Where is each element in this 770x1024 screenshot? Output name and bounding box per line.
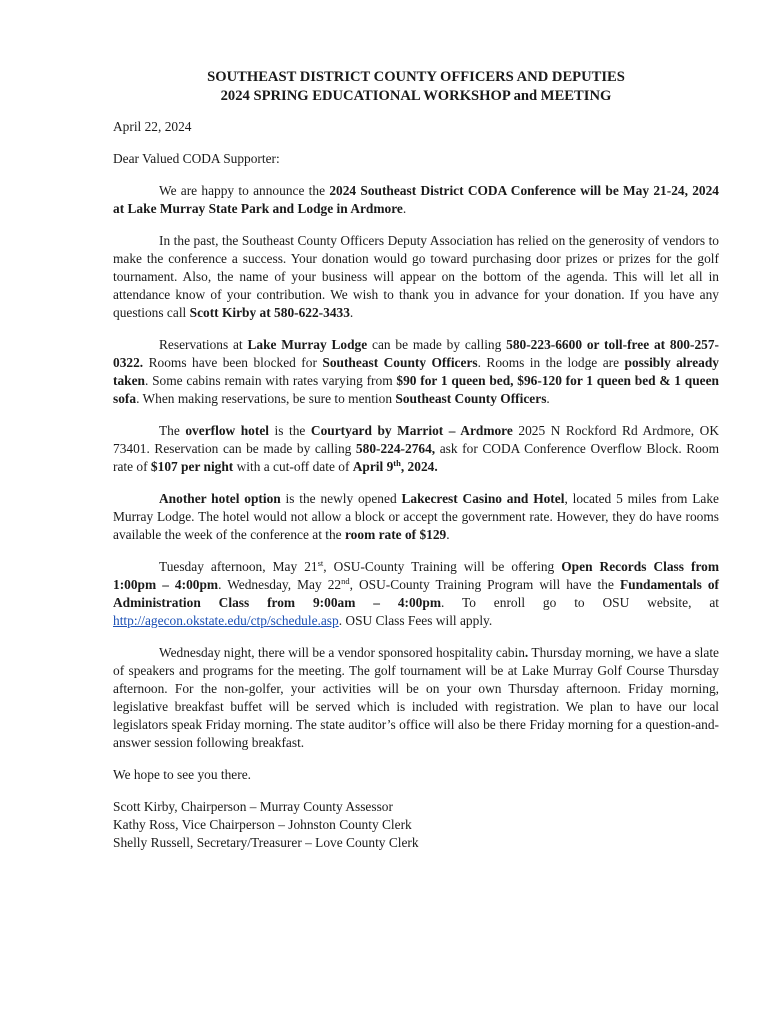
signature-line: Kathy Ross, Vice Chairperson – Johnston County Clerk <box>113 817 412 832</box>
paragraph-schedule: Wednesday night, there will be a vendor sponsored hospitality cabin. Thursday morning, we have a slate of speakers and programs for the meeting. The golf tournament will be at Lake Murray Golf Course Thursday afternoon. For the non-golfer, your activities will be on your own Thursday afternoon. Friday morning, legislative breakfast buffet will be served which is included with registration. We plan to have our local legislators speak Friday morning. The state auditor’s office will also be there Friday morning for a question-and-answer session following breakfast. <box>113 645 719 750</box>
letter-date: April 22, 2024 <box>113 119 192 134</box>
title-line-2: 2024 SPRING EDUCATIONAL WORKSHOP and MEETING <box>220 88 612 104</box>
signature-line: Scott Kirby, Chairperson – Murray County Assessor <box>113 799 393 814</box>
paragraph-other-hotel: Another hotel option is the newly opened Lakecrest Casino and Hotel, located 5 miles from Lake Murray Lodge. The hotel would not allow a block or accept the government rate. However, they do have rooms available the week of the conference at the room rate of $129. <box>113 491 719 542</box>
paragraph-announcement: We are happy to announce the 2024 Southeast District CODA Conference will be May 21-24, 2024 at Lake Murray State Park and Lodge in Ardmore. <box>113 183 719 216</box>
paragraph-training: Tuesday afternoon, May 21st, OSU-County Training will be offering Open Records Class from 1:00pm – 4:00pm. Wednesday, May 22nd, OSU-County Training Program will have the Fundamentals of Administration Class from 9:00am – 4:00pm. To enroll go to OSU website, at http://agecon.okstate.edu/ctp/schedule.asp. OSU Class Fees will apply. <box>113 558 719 628</box>
paragraph-reservations: Reservations at Lake Murray Lodge can be made by calling 580-223-6600 or toll-free at 800-257-0322. Rooms have been blocked for Southeast County Officers. Rooms in the lodge are possibly already taken. Some cabins remain with rates varying from $90 for 1 queen bed, $96-120 for 1 queen bed & 1 queen sofa. When making reservations, be sure to mention Southeast County Officers. <box>113 337 720 406</box>
paragraph-overflow-hotel: The overflow hotel is the Courtyard by Marriot – Ardmore 2025 N Rockford Rd Ardmore, OK 73401. Reservation can be made by calling 580-224-2764, ask for CODA Conference Overflow Block. Room rate of $107 per night with a cut-off date of April 9th, 2024. <box>113 423 720 474</box>
osu-schedule-link[interactable]: http://agecon.okstate.edu/ctp/schedule.asp <box>113 613 339 628</box>
signature-line: Shelly Russell, Secretary/Treasurer – Love County Clerk <box>113 835 419 850</box>
title-line-1: SOUTHEAST DISTRICT COUNTY OFFICERS AND DEPUTIES <box>207 69 625 85</box>
letter-title <box>113 68 719 106</box>
paragraph-donation: In the past, the Southeast County Officers Deputy Association has relied on the generosity of vendors to make the conference a success. Your donation would go toward purchasing door prizes or prizes for the golf tournament. Also, the name of your business will appear on the bottom of the agenda. This will let all in attendance know of your contribution. We wish to thank you in advance for your donation. If you have any questions call Scott Kirby at 580-622-3433. <box>113 233 719 320</box>
signature-block <box>113 798 719 852</box>
closing-line: We hope to see you there. <box>113 767 251 782</box>
salutation: Dear Valued CODA Supporter: <box>113 151 280 166</box>
letter-page <box>113 68 719 852</box>
